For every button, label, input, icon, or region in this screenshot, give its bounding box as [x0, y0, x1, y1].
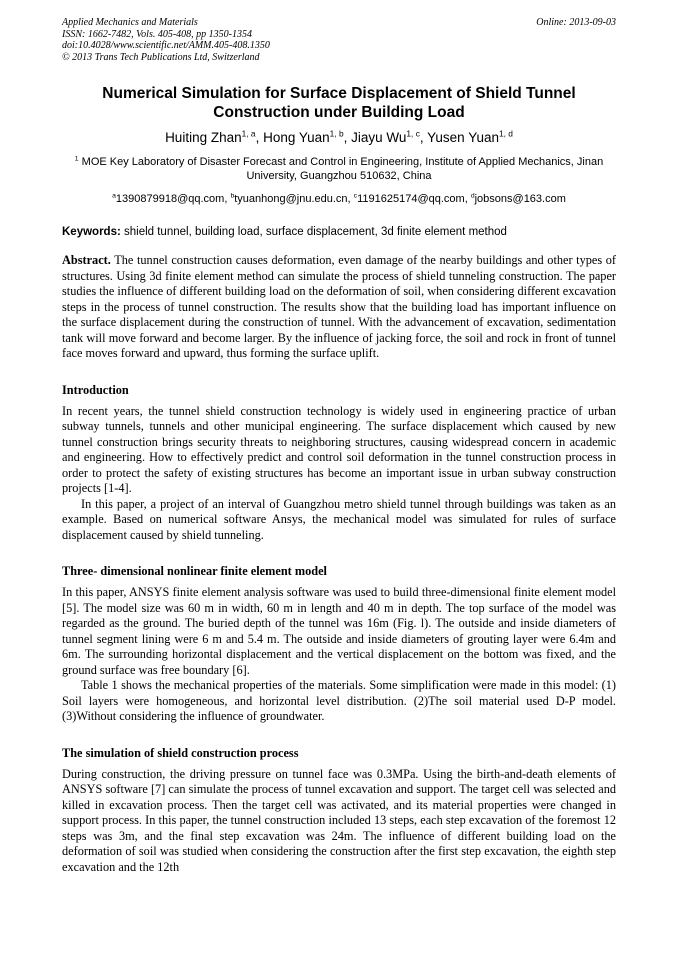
author-name: Huiting Zhan	[165, 130, 242, 145]
email-superscript: a	[112, 192, 116, 200]
copyright-line: © 2013 Trans Tech Publications Ltd, Switzerland	[62, 51, 260, 63]
journal-name: Applied Mechanics and Materials	[62, 17, 198, 28]
journal-header-row	[62, 17, 616, 29]
emails-line	[62, 192, 616, 206]
email-superscript: c	[353, 192, 358, 200]
paragraph: In this paper, ANSYS finite element analysis software was used to build three-dimensional finite element model [5]. The model size was 60 m in width, 60 m in length and 40 m in depth. The top surface of the model was regarded as the ground. The buried depth of the tunnel was 16m (Fig. l). The outside and inside diameters of tunnel segment lining were 6 m and 5.4 m. The outside and inside diameters of grouting layer were 6.4m and 6m. The surrounding horizontal displacement and the vertical displacement on the bottom was fixed, and the ground surface was free boundary [6].	[62, 585, 616, 677]
affiliation	[62, 155, 616, 183]
paper-title	[62, 84, 616, 122]
paragraph: Table 1 shows the mechanical properties of the materials. Some simplification were made in this model: (1) Soil layers were homogeneous, and horizontal level distribution. (2)The soil material used D-P model. (3)Without considering the influence of groundwater.	[62, 678, 616, 723]
author-separator: ,	[255, 130, 264, 145]
email-address: tyuanhong@jnu.edu.cn	[234, 193, 348, 205]
author-superscript: 1, c	[406, 128, 420, 139]
author-superscript: 1, a	[241, 128, 256, 139]
title-line-1: Numerical Simulation for Surface Displacement of Shield Tunnel	[102, 85, 576, 102]
affiliation-superscript: 1	[74, 155, 79, 163]
affiliation-text: MOE Key Laboratory of Disaster Forecast and Control in Engineering, Institute of Applied Mechanics, Jinan University, Guangzhou 510632, China	[78, 156, 604, 182]
email-separator: ,	[464, 193, 471, 205]
section-heading: Three- dimensional nonlinear finite element model	[62, 564, 327, 578]
abstract-label: Abstract.	[62, 253, 111, 267]
email-separator: ,	[347, 193, 354, 205]
section-introduction	[62, 383, 616, 544]
section-heading: Introduction	[62, 382, 129, 397]
email-address: 1390879918@qq.com	[115, 193, 225, 205]
email	[230, 193, 353, 205]
abstract	[62, 253, 616, 362]
journal-header	[62, 17, 616, 63]
paragraph: During construction, the driving pressure on tunnel face was 0.3MPa. Using the birth-and-death elements of ANSYS software [7] can simulate the process of tunnel excavation and support. The target cell was selected and killed in excavation process. Then the target cell was activated, and its material properties were changed in support process. In this paper, the tunnel construction included 13 steps, each step excavation of the foremost 12 steps was 3m, and the final step excavation was 24m. The influence of different building load on the deformation of soil was studied when considering the construction after the first step excavation, the eighth step excavation and the 12th	[62, 766, 616, 874]
issn-line: ISSN: 1662-7482, Vols. 405-408, pp 1350-1354	[62, 28, 252, 40]
author	[427, 130, 513, 145]
section-finite-element-model	[62, 564, 616, 725]
email	[471, 193, 566, 205]
author-superscript: 1, d	[498, 128, 513, 139]
title-line-2: Construction under Building Load	[213, 104, 465, 121]
paragraph: In this paper, a project of an interval of Guangzhou metro shield tunnel through buildings was taken as an example. Based on numerical software Ansys, the mechanical model was simulated for rules of surface displacement caused by shield tunneling.	[62, 496, 616, 542]
doi-line: doi:10.4028/www.scientific.net/AMM.405-408.1350	[62, 40, 270, 51]
abstract-text: The tunnel construction causes deformation, even damage of the nearby buildings and other types of structures. Using 3d finite element method can simulate the process of shield tunneling construction. The paper studies the influence of different building load on the deformation of soil, when considering different excavation steps in the process of tunnel construction. The results show that the building load has important influence on the surface displacement during the construction of tunnel. With the advancement of excavation, sedimentation tank will move forward and become larger. By the influence of jacking force, the soil and rock in front of tunnel face moves forward and upward, thus forming the surface uplift.	[62, 253, 616, 360]
online-date: Online: 2013-09-03	[536, 17, 616, 28]
paragraph: In recent years, the tunnel shield construction technology is widely used in engineering practice of urban subway tunnels, tunnels and other municipal engineering. The surface displacement which caused by new tunnel construction brings security threats to neighboring structures, causing widespread concern in academic and engineering. How to effectively predict and control soil deformation in the tunnel construction process in order to protect the safety of existing structures has become an important issue in urban subway construction projects [1-4].	[62, 403, 616, 495]
email-superscript: b	[230, 192, 235, 200]
author-separator: ,	[419, 130, 428, 145]
email-superscript: d	[470, 192, 475, 200]
email-address: jobsons@163.com	[474, 193, 566, 205]
author	[351, 130, 427, 145]
author-separator: ,	[343, 130, 352, 145]
email	[354, 193, 471, 205]
author-name: Hong Yuan	[263, 130, 330, 145]
keywords-line	[62, 225, 616, 239]
author-name: Jiayu Wu	[351, 130, 407, 145]
email-separator: ,	[224, 193, 231, 205]
author	[263, 130, 351, 145]
section-shield-construction-simulation	[62, 746, 616, 876]
author	[165, 130, 263, 145]
keywords-text: shield tunnel, building load, surface displacement, 3d finite element method	[120, 226, 507, 238]
keywords-label: Keywords:	[62, 226, 121, 238]
email	[112, 193, 230, 205]
author-superscript: 1, b	[329, 128, 344, 139]
author-name: Yusen Yuan	[427, 130, 499, 145]
email-address: 1191625174@qq.com	[357, 193, 465, 205]
authors-line	[62, 129, 616, 146]
section-heading: The simulation of shield construction process	[62, 745, 299, 760]
